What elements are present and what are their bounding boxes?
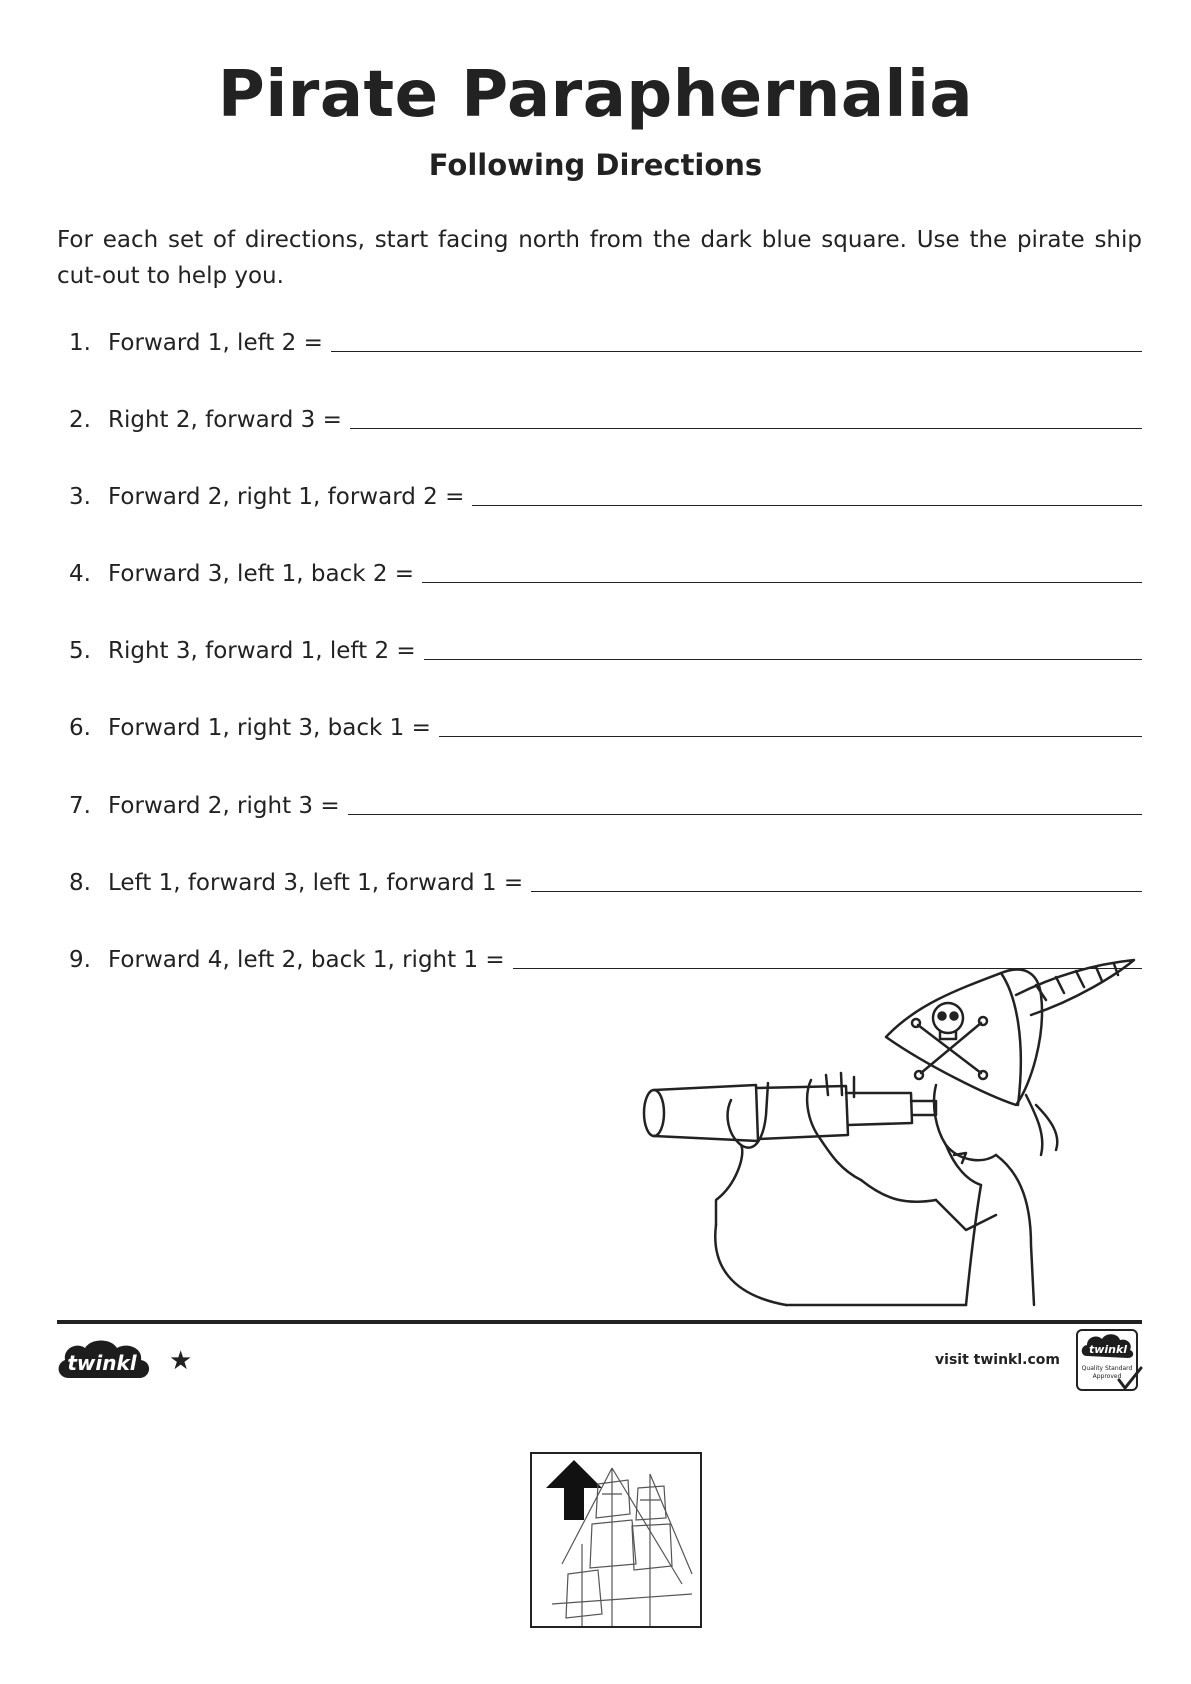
answer-line[interactable] xyxy=(331,350,1142,352)
pirate-ship-cutout[interactable] xyxy=(530,1452,702,1628)
question-text: Forward 1, right 3, back 1 = xyxy=(108,715,431,741)
question-text: Forward 4, left 2, back 1, right 1 = xyxy=(108,947,505,973)
answer-line[interactable] xyxy=(422,581,1142,583)
answer-line[interactable] xyxy=(350,427,1142,429)
answer-line[interactable] xyxy=(439,735,1142,737)
question-number: 3. xyxy=(69,484,91,510)
footer-divider xyxy=(57,1320,1142,1324)
instructions-text: For each set of directions, start facing north from the dark blue square. Use the pirate ship cut-out to help you. xyxy=(57,227,1142,289)
question-row-6 xyxy=(57,701,1142,741)
question-text: Forward 3, left 1, back 2 = xyxy=(108,561,415,587)
answer-line[interactable] xyxy=(531,890,1142,892)
answer-line[interactable] xyxy=(348,813,1142,815)
pirate-telescope-illustration xyxy=(636,955,1146,1315)
question-number: 4. xyxy=(69,561,91,587)
question-number: 8. xyxy=(69,870,91,896)
question-number: 2. xyxy=(69,407,91,433)
question-text: Forward 2, right 3 = xyxy=(108,793,340,819)
question-number: 5. xyxy=(69,638,91,664)
question-text: Left 1, forward 3, left 1, forward 1 = xyxy=(108,870,524,896)
quality-standard-badge xyxy=(1075,1328,1143,1394)
page-title: Pirate Paraphernalia xyxy=(217,58,974,132)
page-subtitle: Following Directions xyxy=(428,148,763,182)
badge-line-1: Quality Standard xyxy=(1081,1365,1133,1372)
question-text: Forward 2, right 1, forward 2 = xyxy=(108,484,465,510)
question-row-2 xyxy=(57,393,1142,433)
question-row-8 xyxy=(57,856,1142,896)
visit-link[interactable]: visit twinkl.com xyxy=(935,1352,1060,1368)
question-row-5 xyxy=(57,624,1142,664)
answer-line[interactable] xyxy=(472,504,1142,506)
arrow-up-icon xyxy=(546,1460,602,1520)
star-icon: ★ xyxy=(169,1346,193,1376)
question-number: 6. xyxy=(69,715,91,741)
answer-line[interactable] xyxy=(424,658,1142,660)
question-number: 9. xyxy=(69,947,91,973)
question-text: Right 3, forward 1, left 2 = xyxy=(108,638,416,664)
badge-brand: twinkl xyxy=(1088,1343,1128,1356)
question-row-7 xyxy=(57,779,1142,819)
question-row-4 xyxy=(57,547,1142,587)
question-row-1 xyxy=(57,316,1142,356)
question-text: Forward 1, left 2 = xyxy=(108,330,323,356)
question-number: 1. xyxy=(69,330,91,356)
logo-text: twinkl xyxy=(67,1351,137,1375)
badge-line-2: Approved xyxy=(1092,1373,1122,1380)
twinkl-logo[interactable] xyxy=(55,1334,155,1388)
question-number: 7. xyxy=(69,793,91,819)
question-row-3 xyxy=(57,470,1142,510)
question-text: Right 2, forward 3 = xyxy=(108,407,342,433)
